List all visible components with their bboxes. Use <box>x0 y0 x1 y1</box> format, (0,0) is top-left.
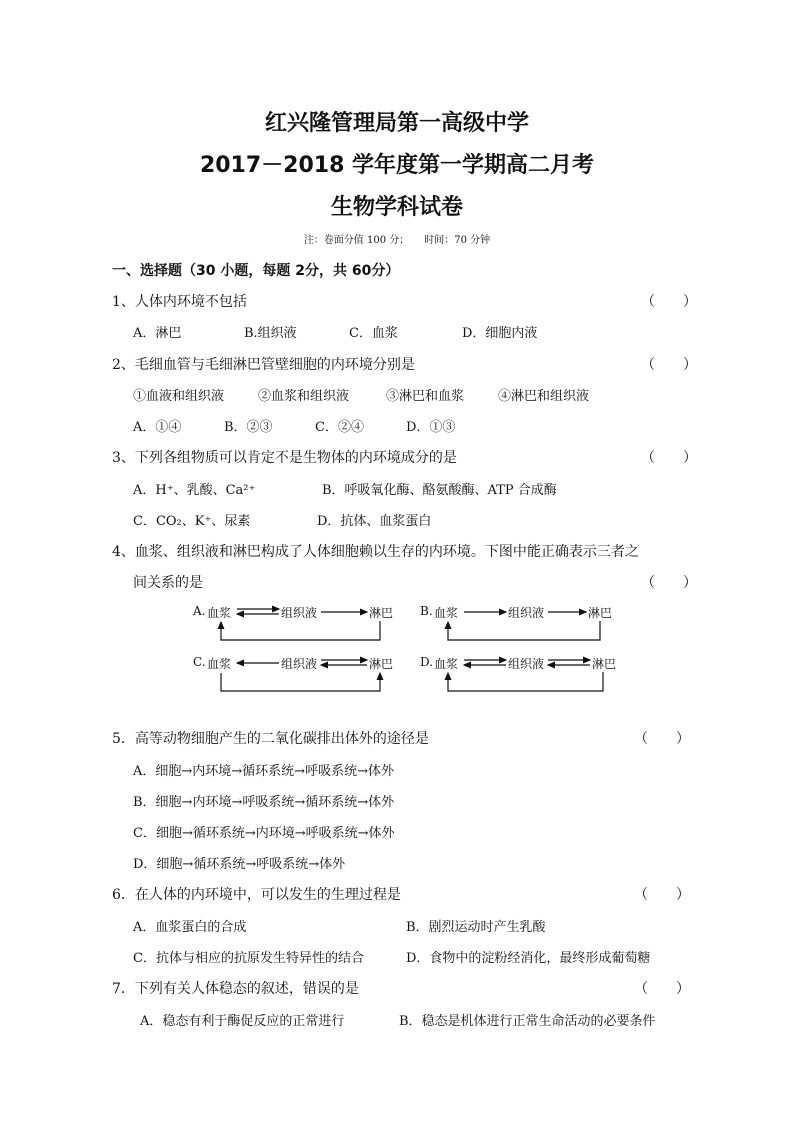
q5-answer-paren: （ ） <box>634 731 690 747</box>
q2-answer-paren: （ ） <box>641 357 697 373</box>
q1-answer-paren: （ ） <box>641 294 697 310</box>
q4-diagram-c-lymph: 淋巴 <box>369 657 394 671</box>
q1-option-d: D．细胞内液 <box>462 326 538 341</box>
q4-diagram-a-letter: A. <box>193 604 206 618</box>
q3-option-c: C．CO₂、K⁺、尿素 <box>133 514 251 529</box>
q2-item-1: ①血液和组织液 <box>133 389 225 404</box>
q1-option-b: B.组织液 <box>244 326 297 341</box>
q4-diagram-b <box>420 602 620 650</box>
q2-stem: 2、毛细血管与毛细淋巴管壁细胞的内环境分别是 <box>112 357 415 373</box>
q4-diagram-d-lymph: 淋巴 <box>592 657 617 671</box>
q4-diagram-b-lymph: 淋巴 <box>588 606 613 620</box>
q3-option-d: D．抗体、血浆蛋白 <box>317 514 432 529</box>
q4-diagram-c <box>193 653 393 701</box>
exam-note: 注：卷面分值 100 分； 时间：70 分钟 <box>303 235 491 246</box>
q4-stem: 4、血浆、组织液和淋巴构成了人体细胞赖以生存的内环境。下图中能正确表示三者之 <box>112 544 639 560</box>
q5-stem: 5．高等动物细胞产生的二氧化碳排出体外的途径是 <box>112 731 429 747</box>
q5-option-d: D．细胞→循环系统→呼吸系统→体外 <box>133 857 346 872</box>
q4-diagram-d <box>420 653 620 701</box>
q4-diagram-a-plasma: 血浆 <box>207 606 232 620</box>
q4-diagram-b-plasma: 血浆 <box>434 606 459 620</box>
q2-option-c: C．②④ <box>315 420 364 435</box>
q4-diagram-a-tissue-fluid: 组织液 <box>281 606 318 620</box>
q6-option-a: A．血浆蛋白的合成 <box>133 920 247 935</box>
q4-diagram-b-letter: B. <box>420 604 433 618</box>
q3-option-a: A．H⁺、乳酸、Ca²⁺ <box>133 483 256 498</box>
q1-stem: 1、人体内环境不包括 <box>112 294 247 310</box>
q4-diagram-c-plasma: 血浆 <box>207 657 232 671</box>
q1-option-c: C．血浆 <box>349 326 398 341</box>
q6-answer-paren: （ ） <box>634 887 690 903</box>
exam-title: 2017－2018 学年度第一学期高二月考 <box>199 153 595 178</box>
q1-option-a: A．淋巴 <box>133 326 182 341</box>
q4-diagram-d-plasma: 血浆 <box>434 657 459 671</box>
q3-answer-paren: （ ） <box>641 450 697 466</box>
q4-diagram-a-lymph: 淋巴 <box>369 606 394 620</box>
q4-diagram-d-letter: D. <box>420 655 434 669</box>
q3-stem: 3、下列各组物质可以肯定不是生物体的内环境成分的是 <box>112 450 457 466</box>
q2-item-3: ③淋巴和血浆 <box>386 389 465 404</box>
q6-stem: 6．在人体的内环境中，可以发生的生理过程是 <box>112 887 401 903</box>
q4-diagram-d-tissue-fluid: 组织液 <box>508 657 545 671</box>
q2-option-a: A．①④ <box>133 420 182 435</box>
subject-title: 生物学科试卷 <box>330 195 463 220</box>
q6-option-b: B．剧烈运动时产生乳酸 <box>406 920 546 935</box>
q4-diagram-a <box>193 602 393 650</box>
q7-answer-paren: （ ） <box>634 981 690 997</box>
school-title: 红兴隆管理局第一高级中学 <box>264 111 529 136</box>
q6-option-d: D．食物中的淀粉经消化，最终形成葡萄糖 <box>406 951 651 966</box>
q2-option-d: D．①③ <box>406 420 456 435</box>
q2-option-b: B．②③ <box>224 420 273 435</box>
q7-stem: 7．下列有关人体稳态的叙述，错误的是 <box>112 981 359 997</box>
q7-option-b: B．稳态是机体进行正常生命活动的必要条件 <box>399 1014 656 1029</box>
q5-option-b: B．细胞→内环境→呼吸系统→循环系统→体外 <box>133 795 395 810</box>
q4-diagram-b-tissue-fluid: 组织液 <box>508 606 545 620</box>
q5-option-c: C．细胞→循环系统→内环境→呼吸系统→体外 <box>133 826 395 841</box>
q2-item-4: ④淋巴和组织液 <box>498 389 590 404</box>
q4-diagram-c-tissue-fluid: 组织液 <box>281 657 318 671</box>
q4-diagram-c-letter: C. <box>193 655 206 669</box>
q6-option-c: C．抗体与相应的抗原发生特异性的结合 <box>133 951 364 966</box>
q2-item-2: ②血浆和组织液 <box>258 389 350 404</box>
q4-answer-paren: （ ） <box>641 575 697 591</box>
q5-option-a: A．细胞→内环境→循环系统→呼吸系统→体外 <box>133 764 394 779</box>
section-title: 一、选择题（30 小题，每题 2分，共 60分） <box>112 263 400 279</box>
q3-option-b: B．呼吸氧化酶、酪氨酸酶、ATP 合成酶 <box>322 483 557 498</box>
q4-stem-continued: 间关系的是 <box>133 575 203 591</box>
q7-option-a: A．稳态有利于酶促反应的正常进行 <box>140 1014 345 1029</box>
